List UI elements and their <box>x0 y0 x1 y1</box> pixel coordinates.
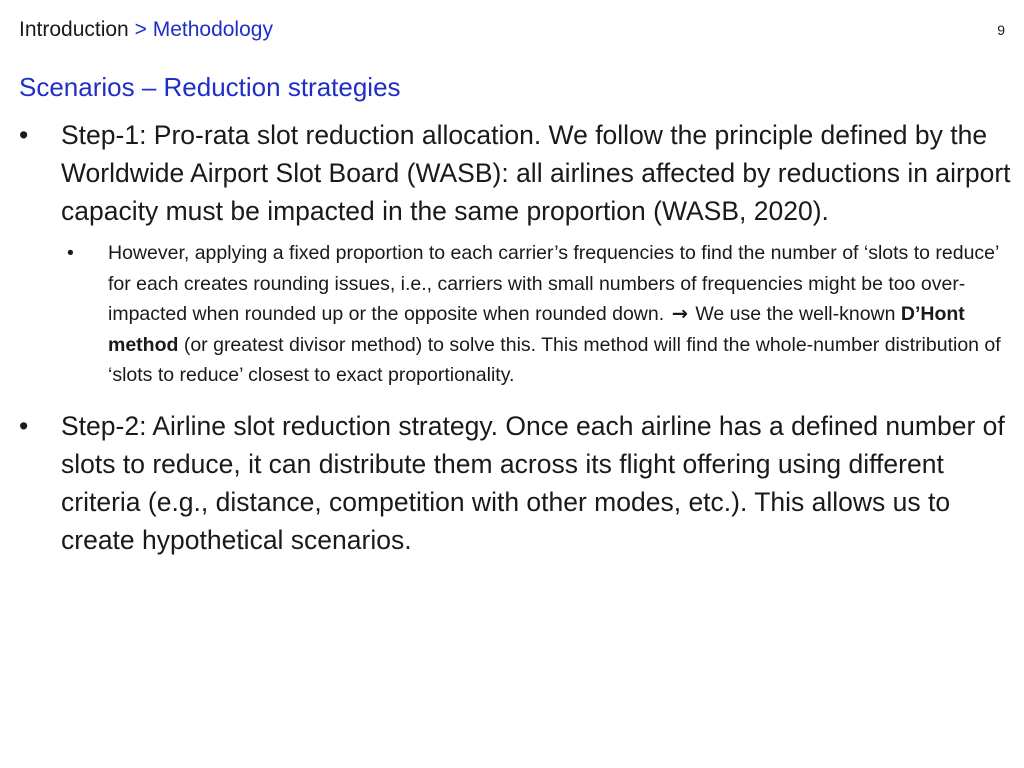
page-number: 9 <box>997 22 1005 38</box>
bullet-step-1 <box>19 116 1011 230</box>
sub-bullet-text-lead: We use the well-known <box>695 303 896 325</box>
bullet-marker: • <box>19 120 29 150</box>
bullet-step-1-text: Step-1: Pro-rata slot reduction allocation. We follow the principle defined by the Worldwide Airport Slot Board (WASB): all airlines affected by reductions in airport capacity must be impacted in the same proportion (WASB, 2020). <box>61 120 1011 226</box>
arrow-right-icon: → <box>671 302 688 325</box>
dhont-method-emphasis: D’Hont method <box>108 303 965 356</box>
breadcrumb <box>19 16 273 44</box>
breadcrumb-current[interactable]: Methodology <box>152 18 273 41</box>
slide-title: Scenarios – Reduction strategies <box>19 72 401 102</box>
bullet-step-2 <box>19 407 1011 559</box>
slide-content <box>19 116 1011 559</box>
sub-bullet-rounding <box>67 238 1011 391</box>
bullet-step-2-text: Step-2: Airline slot reduction strategy. Once each airline has a defined number of slots to reduce, it can distribute them across its flight offering using different criteria (e.g., distance, competition with other modes, etc.). This allows us to create hypothetical scenarios. <box>61 410 1005 555</box>
bullet-marker: • <box>19 410 29 441</box>
sub-bullet-text-after: (or greatest divisor method) to solve this. This method will find the whole-number distribution of ‘slots to reduce’ closest to exact proportionality. <box>108 333 1001 386</box>
sub-bullet-text-before: However, applying a fixed proportion to each carrier’s frequencies to find the number of ‘slots to reduce’ for each creates rounding issues, i.e., carriers with small numbers of frequencies might be too over-impacted when rounded up or the opposite when rounded down. <box>108 242 999 325</box>
breadcrumb-parent[interactable]: Introduction <box>19 18 129 41</box>
sub-bullet-marker: • <box>67 242 74 264</box>
breadcrumb-separator: > <box>134 18 147 41</box>
